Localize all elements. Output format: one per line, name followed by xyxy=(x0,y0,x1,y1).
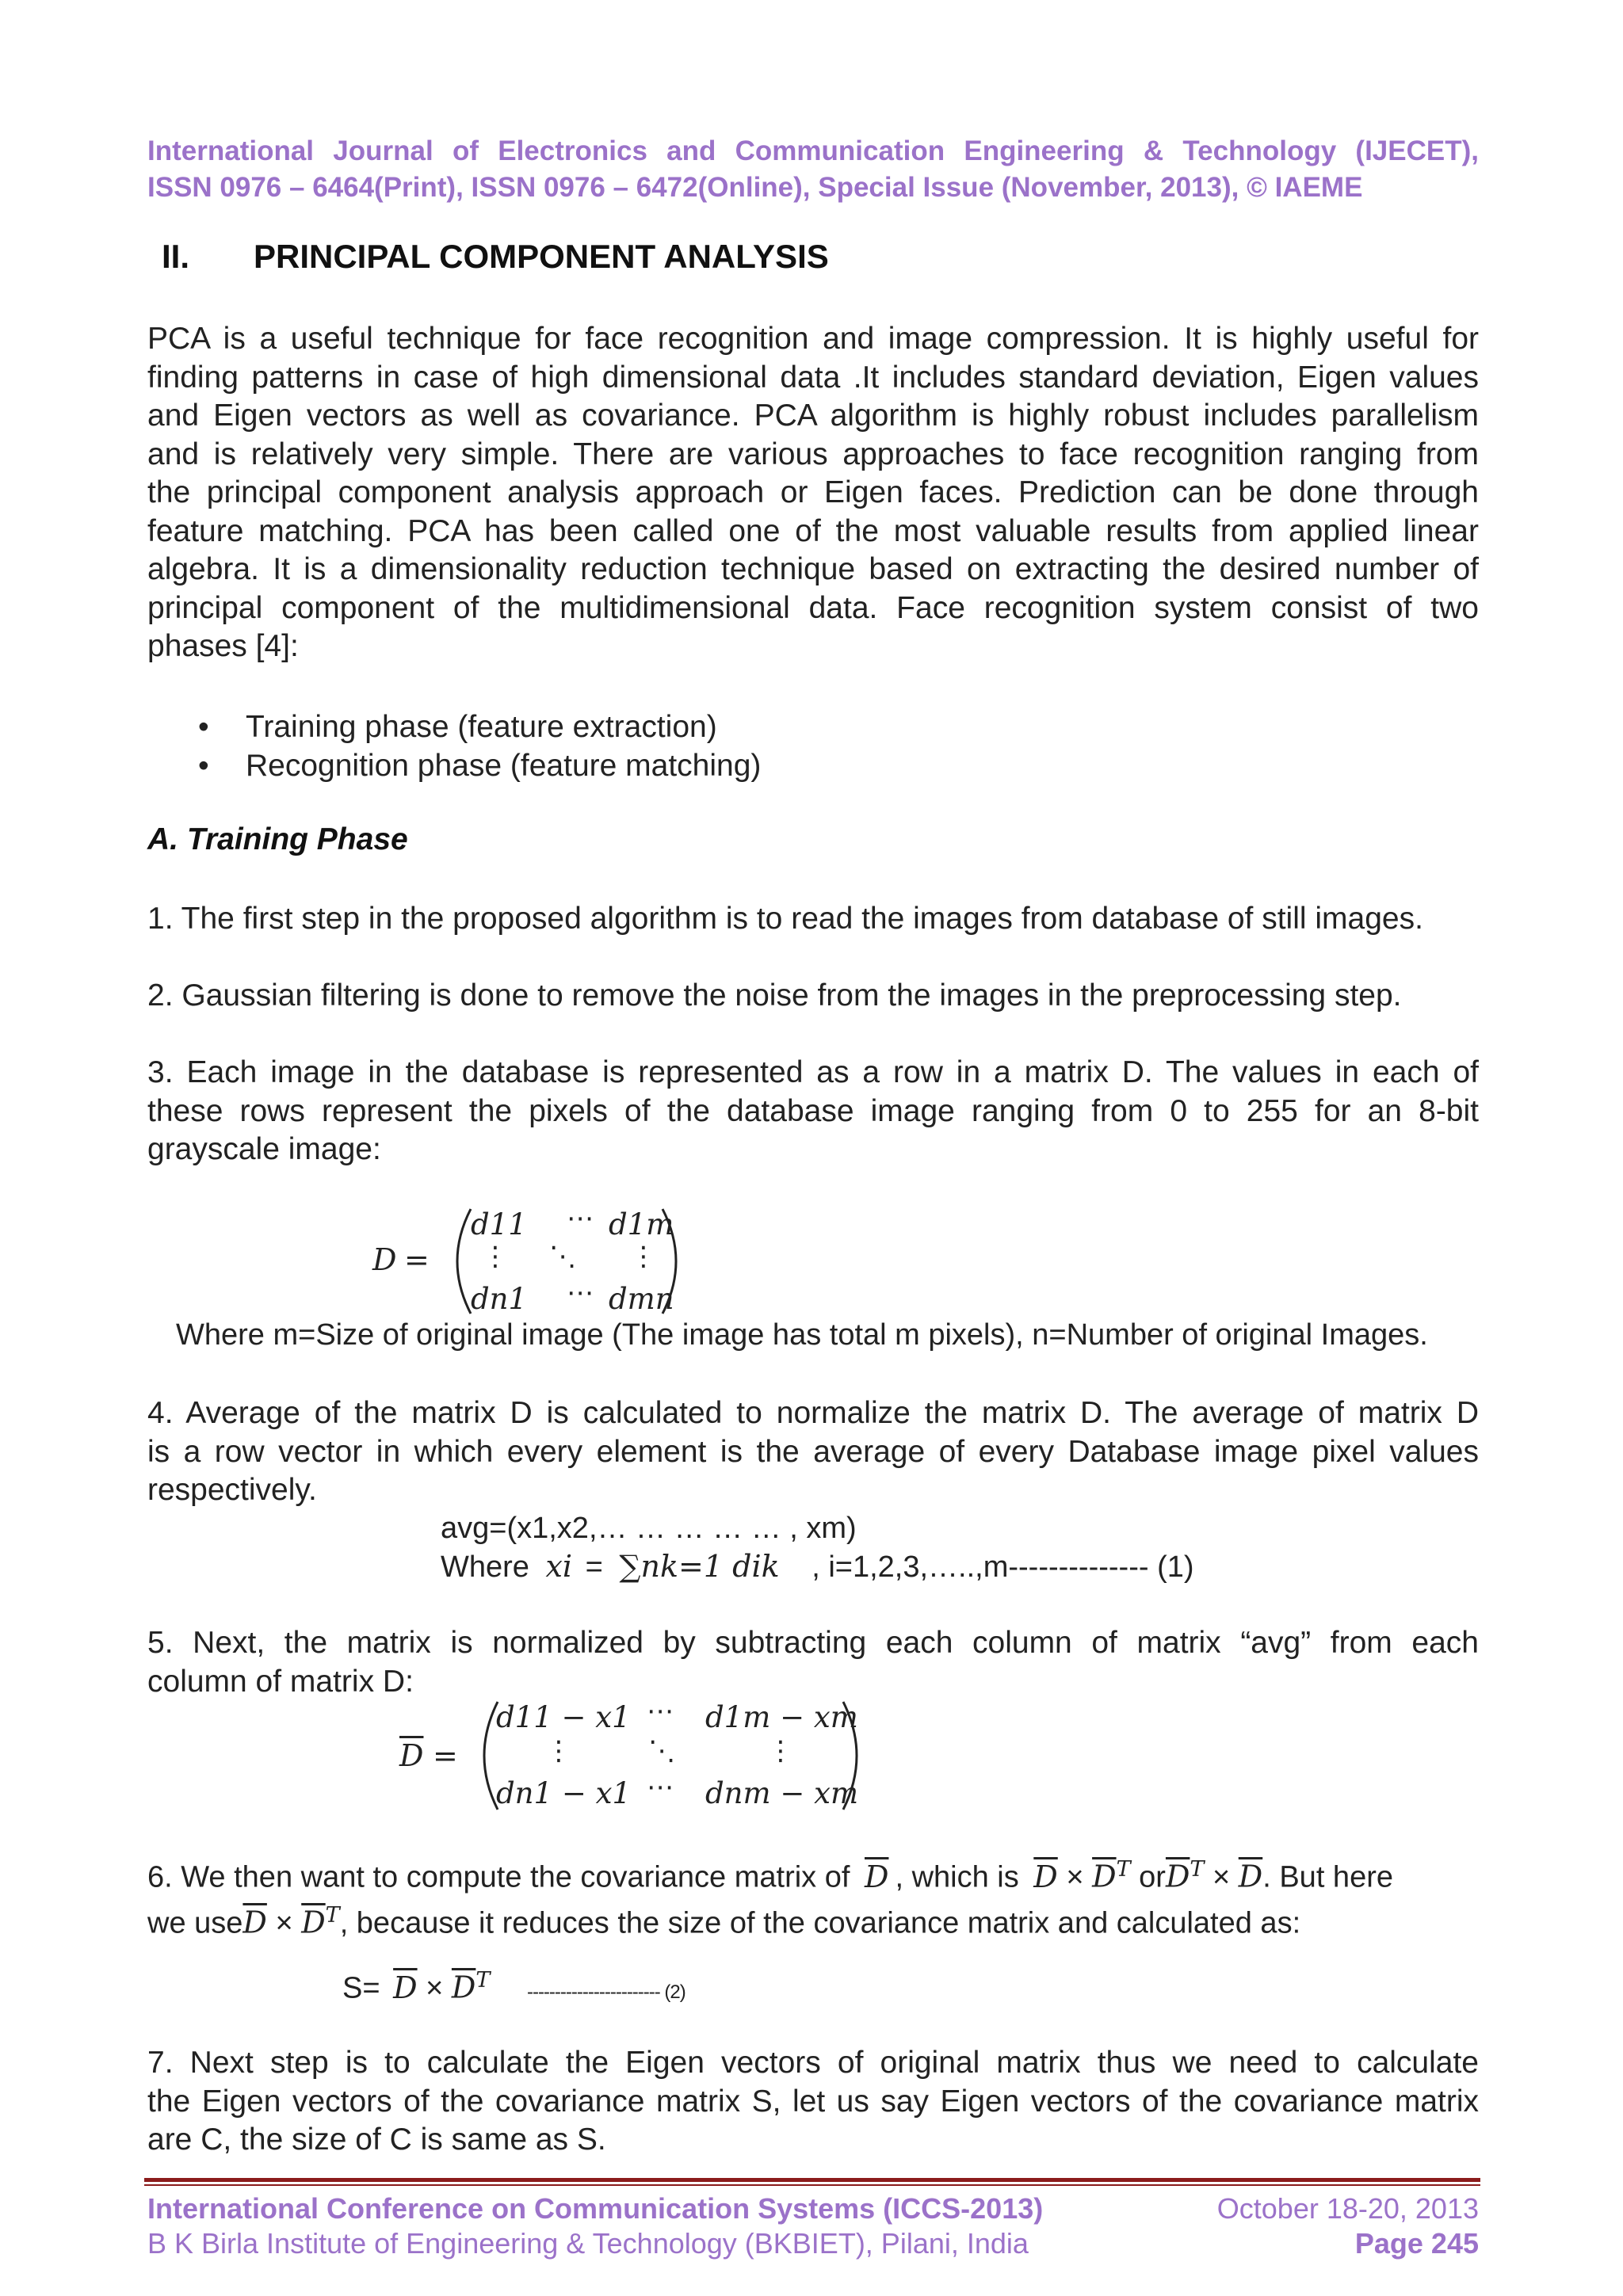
d-bar-symbol: $\overline{D}$ xyxy=(451,1970,476,2005)
equation-1-tail: , i=1,2,3,…..,m-------------- (1) xyxy=(812,1550,1194,1584)
bullet-icon: • xyxy=(198,710,209,744)
section-number: II. xyxy=(162,238,190,275)
footer-divider xyxy=(144,2178,1480,2182)
text-line: and is relatively very simple. There are various approaches to face recognition ranging from xyxy=(147,437,1479,471)
times-sign: × xyxy=(1212,1860,1231,1894)
text-line: 5. Next, the matrix is normalized by subtracting each column of matrix “avg” from each xyxy=(147,1626,1479,1660)
d-bar-symbol: $\overline{D}$ xyxy=(301,1905,326,1940)
step-5 xyxy=(147,1624,1479,1701)
text-span: or xyxy=(1139,1860,1166,1894)
text-line: algebra. It is a dimensionality reduction technique based on extracting the desired number of xyxy=(147,552,1479,586)
vertical-dots-icon: ⋮ xyxy=(630,1241,657,1272)
journal-header xyxy=(147,133,1479,206)
text-line: the Eigen vectors of the covariance matrix S, let us say Eigen vectors of the covariance matrix xyxy=(147,2084,1479,2119)
footer-date: October 18-20, 2013 xyxy=(1216,2192,1479,2225)
matrix-entry: dn1 − x1 xyxy=(496,1776,631,1810)
d-bar-symbol: $\overline{D}$ xyxy=(242,1905,267,1940)
matrix-entry: d1m xyxy=(609,1207,674,1241)
text-line: column of matrix D: xyxy=(147,1664,414,1699)
equation-2-tail: ------------------------ (2) xyxy=(526,1981,685,2003)
matrix-entry: d1m − xm xyxy=(705,1700,858,1734)
d-bar-symbol: $\overline{D}$ xyxy=(864,1859,889,1894)
text-line: PCA is a useful technique for face recognition and image compression. It is highly useful for xyxy=(147,322,1479,356)
diagonal-dots-icon: ⋱ xyxy=(648,1736,675,1766)
text-line: the principal component analysis approach or Eigen faces. Prediction can be done through xyxy=(147,475,1479,509)
xi-symbol: xi xyxy=(545,1549,573,1584)
where-label: Where xyxy=(441,1550,529,1584)
matrix-symbol: $\overline{D}$ xyxy=(399,1738,424,1773)
step-2: 2. Gaussian filtering is done to remove the noise from the images in the preprocessing step. xyxy=(147,978,1402,1013)
matrix-entry: d11 xyxy=(471,1207,527,1241)
transpose-mark: T xyxy=(475,1968,491,1993)
sum-expression: ∑nk=1 dik xyxy=(619,1549,780,1584)
text-line: principal component of the multidimensional data. Face recognition system consist of two xyxy=(147,590,1479,625)
text-line xyxy=(147,1897,1393,1943)
step-3 xyxy=(147,1054,1479,1169)
section-title: PRINCIPAL COMPONENT ANALYSIS xyxy=(254,238,829,275)
matrix-entry: dn1 xyxy=(471,1282,528,1316)
d-bar-symbol: $\overline{D}$ xyxy=(1092,1859,1117,1894)
text-line xyxy=(147,1851,1393,1897)
text-line: 3. Each image in the database is represented as a row in a matrix D. The values in each of xyxy=(147,1055,1479,1089)
journal-header-line2: ISSN 0976 – 6464(Print), ISSN 0976 – 6472(Online), Special Issue (November, 2013), © IAEME xyxy=(147,172,1363,203)
text-span: we use xyxy=(147,1906,243,1940)
text-span: S= xyxy=(342,1971,380,2005)
ellipsis-icon: ⋯ xyxy=(647,1772,674,1802)
equals-sign: = xyxy=(404,1242,430,1277)
d-bar-symbol: $\overline{D}$ xyxy=(393,1970,418,2005)
step-1: 1. The first step in the proposed algorithm is to read the images from database of still images. xyxy=(147,902,1423,936)
footer-conference: International Conference on Communication Systems (ICCS-2013) xyxy=(147,2192,1044,2225)
footer-institute: B K Birla Institute of Engineering & Technology (BKBIET), Pilani, India xyxy=(147,2227,1029,2260)
text-line: these rows represent the pixels of the database image ranging from 0 to 255 for an 8-bit xyxy=(147,1093,1479,1128)
matrix-d-caption: Where m=Size of original image (The image has total m pixels), n=Number of original Images. xyxy=(176,1318,1428,1352)
text-span: , which is xyxy=(895,1860,1019,1894)
equation-2 xyxy=(342,1968,685,2006)
list-item-text: Recognition phase (feature matching) xyxy=(246,748,762,783)
matrix-entry: d11 − x1 xyxy=(496,1700,631,1734)
matrix-entry: dmn xyxy=(609,1282,674,1316)
transpose-mark: T xyxy=(325,1903,340,1928)
transpose-mark: T xyxy=(1116,1857,1131,1882)
times-sign: × xyxy=(1066,1860,1084,1894)
page-number: Page 245 xyxy=(1354,2227,1479,2260)
text-line: is a row vector in which every element is the average of every Database image pixel values xyxy=(147,1434,1479,1469)
matrix-entry: dnm − xm xyxy=(705,1776,859,1810)
vertical-dots-icon: ⋮ xyxy=(545,1736,572,1766)
text-line: 4. Average of the matrix D is calculated to normalize the matrix D. The average of matrix D xyxy=(147,1396,1479,1430)
section-heading xyxy=(162,238,829,276)
text-line: are C, the size of C is same as S. xyxy=(147,2122,606,2157)
list-item-text: Training phase (feature extraction) xyxy=(246,710,717,744)
footer-divider xyxy=(144,2184,1480,2186)
text-line: and Eigen vectors as well as covariance. PCA algorithm is highly robust includes parallelism xyxy=(147,399,1479,433)
journal-header-line1: International Journal of Electronics and Communication Engineering & Technology (IJECET), xyxy=(147,135,1479,166)
intro-paragraph xyxy=(147,320,1479,666)
text-line: finding patterns in case of high dimensional data .It includes standard deviation, Eigen values xyxy=(147,360,1479,395)
ellipsis-icon: ⋯ xyxy=(567,1203,594,1234)
times-sign: × xyxy=(275,1906,293,1940)
d-bar-symbol: $\overline{D}$ xyxy=(1033,1859,1058,1894)
text-span: , because it reduces the size of the covariance matrix and calculated as: xyxy=(339,1906,1301,1940)
text-line: grayscale image: xyxy=(147,1132,381,1166)
text-line: phases [4]: xyxy=(147,629,299,663)
text-line: respectively. xyxy=(147,1473,317,1507)
list-item xyxy=(198,747,761,786)
matrix-symbol: D xyxy=(372,1242,397,1277)
avg-definition: avg=(x1,x2,… … … … … , xm) xyxy=(441,1512,857,1545)
bullet-list xyxy=(198,708,761,785)
text-span: . But here xyxy=(1262,1860,1393,1894)
transpose-mark: T xyxy=(1190,1857,1205,1882)
times-sign: × xyxy=(426,1971,444,2005)
text-line: feature matching. PCA has been called one of the most valuable results from applied linear xyxy=(147,513,1479,548)
diagonal-dots-icon: ⋱ xyxy=(549,1241,576,1272)
d-bar-symbol: $\overline{D}$ xyxy=(1238,1859,1263,1894)
step-6 xyxy=(147,1851,1393,1943)
text-span: 6. We then want to compute the covariance matrix of xyxy=(147,1860,850,1894)
equals-sign: = xyxy=(585,1550,603,1584)
subsection-heading: A. Training Phase xyxy=(147,822,408,856)
step-4 xyxy=(147,1394,1479,1510)
d-bar-symbol: $\overline{D}$ xyxy=(1165,1859,1190,1894)
equals-sign: = xyxy=(433,1738,458,1773)
ellipsis-icon: ⋯ xyxy=(647,1696,674,1726)
vertical-dots-icon: ⋮ xyxy=(767,1736,794,1766)
bullet-icon: • xyxy=(198,748,209,783)
equation-1 xyxy=(441,1549,1194,1585)
list-item xyxy=(198,708,761,747)
ellipsis-icon: ⋯ xyxy=(567,1278,594,1308)
step-7 xyxy=(147,2044,1479,2160)
vertical-dots-icon: ⋮ xyxy=(482,1241,509,1272)
text-line: 7. Next step is to calculate the Eigen vectors of original matrix thus we need to calculate xyxy=(147,2046,1479,2080)
